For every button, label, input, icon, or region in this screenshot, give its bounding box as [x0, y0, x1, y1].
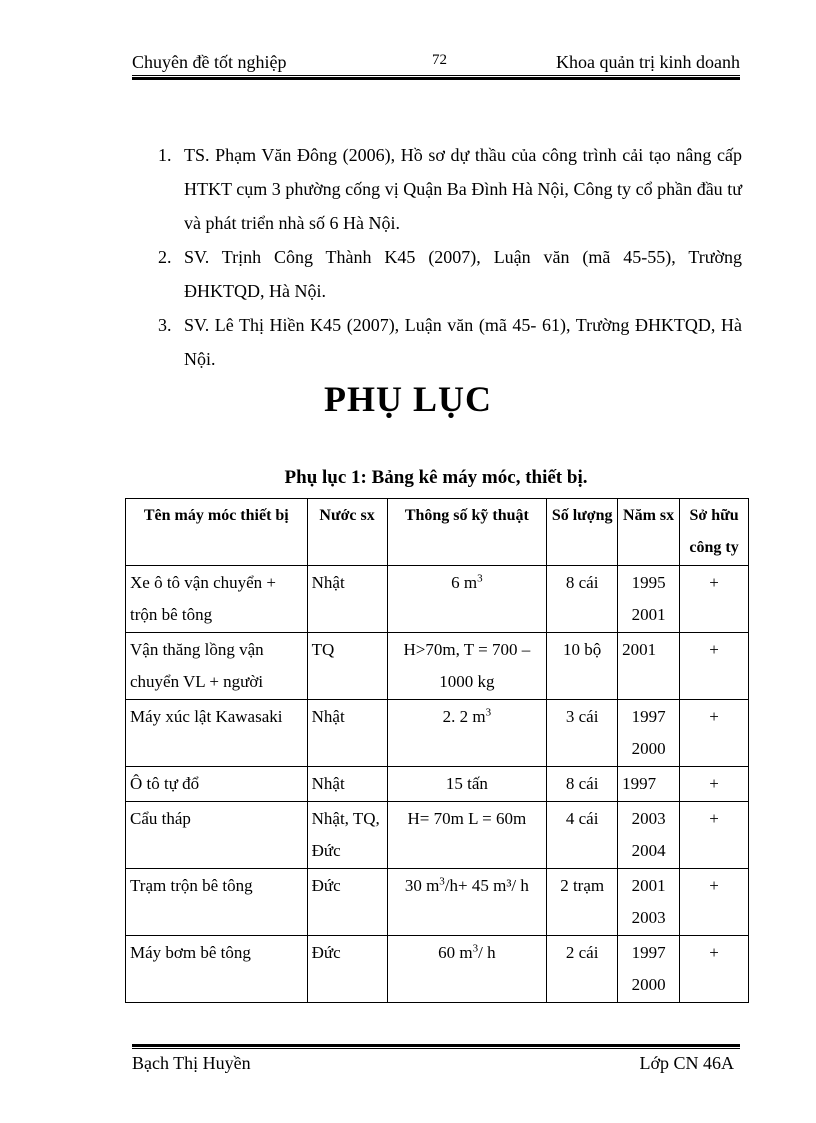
cell-qty: 10 bộ — [547, 633, 618, 700]
cell-spec: 2. 2 $m^3$ — [387, 700, 547, 767]
cell-year: 1995 2001 — [618, 566, 680, 633]
reference-number: 1. — [158, 145, 172, 165]
cell-year: 2001 2003 — [618, 869, 680, 936]
cell-spec: 15 tấn — [387, 767, 547, 802]
cell-qty: 2 cái — [547, 936, 618, 1003]
cell-owned: + — [680, 566, 749, 633]
cell-name: Máy xúc lật Kawasaki — [126, 700, 308, 767]
cell-year: 2003 2004 — [618, 802, 680, 869]
header-country: Nước sx — [307, 499, 387, 566]
table-row — [126, 633, 749, 700]
reference-text: SV. Trịnh Công Thành K45 (2007), Luận văn (mã 45-55), Trường ĐHKTQD, Hà Nội. — [184, 247, 742, 301]
header-qty: Số lượng — [547, 499, 618, 566]
footer-class: Lớp CN 46A — [639, 1053, 734, 1073]
cell-qty: 2 trạm — [547, 869, 618, 936]
cell-qty: 8 cái — [547, 566, 618, 633]
cell-country: Đức — [307, 869, 387, 936]
table-row — [126, 869, 749, 936]
cell-spec: H= 70m L = 60m — [387, 802, 547, 869]
cell-owned: + — [680, 767, 749, 802]
cell-qty: 8 cái — [547, 767, 618, 802]
cell-spec: 60 $m^3/$ h — [387, 936, 547, 1003]
cell-country: Nhật — [307, 767, 387, 802]
cell-owned: + — [680, 802, 749, 869]
reference-number: 2. — [158, 247, 172, 267]
table-row — [126, 566, 749, 633]
cell-name: Xe ô tô vận chuyển + trộn bê tông — [126, 566, 308, 633]
reference-item — [146, 138, 742, 240]
equipment-table — [125, 498, 749, 1003]
cell-name: Vận thăng lồng vận chuyển VL + người — [126, 633, 308, 700]
cell-qty: 3 cái — [547, 700, 618, 767]
cell-country: Nhật, TQ, Đức — [307, 802, 387, 869]
page-header — [132, 50, 740, 78]
cell-country: Đức — [307, 936, 387, 1003]
page-footer — [132, 1044, 740, 1074]
cell-country: Nhật — [307, 700, 387, 767]
cell-spec: 6 $m^3$ — [387, 566, 547, 633]
footer-rule — [132, 1044, 740, 1049]
cell-name: Cẩu tháp — [126, 802, 308, 869]
reference-list — [146, 138, 742, 376]
header-rule — [132, 75, 740, 80]
table-row — [126, 936, 749, 1003]
cell-name: Ô tô tự đổ — [126, 767, 308, 802]
table-caption: Phụ lục 1: Bảng kê máy móc, thiết bị. — [284, 467, 588, 488]
header-owned: Sở hữu công ty — [680, 499, 749, 566]
cell-year: 1997 2000 — [618, 936, 680, 1003]
cell-name: Trạm trộn bê tông — [126, 869, 308, 936]
table-header-row — [126, 499, 749, 566]
cell-qty: 4 cái — [547, 802, 618, 869]
header-name: Tên máy móc thiết bị — [126, 499, 308, 566]
reference-number: 3. — [158, 315, 172, 335]
reference-item — [146, 308, 742, 376]
cell-name: Máy bơm bê tông — [126, 936, 308, 1003]
cell-spec: 30 $m^3/h+ 45$ m³/ h — [387, 869, 547, 936]
page-number: 72 — [432, 52, 447, 68]
reference-text: TS. Phạm Văn Đông (2006), Hồ sơ dự thầu của công trình cải tạo nâng cấp HTKT cụm 3 phường cống vị Quận Ba Đình Hà Nội, Công ty cổ phần đầu tư và phát triển nhà số 6 Hà Nội. — [184, 145, 742, 233]
cell-year: 1997 — [618, 767, 680, 802]
cell-country: Nhật — [307, 566, 387, 633]
table-row — [126, 767, 749, 802]
cell-spec: H>70m, T = 700 – 1000 kg — [387, 633, 547, 700]
cell-owned: + — [680, 936, 749, 1003]
header-spec: Thông số kỹ thuật — [387, 499, 547, 566]
section-title: PHỤ LỤC — [324, 379, 492, 419]
cell-year: 2001 — [618, 633, 680, 700]
reference-text: SV. Lê Thị Hiền K45 (2007), Luận văn (mã 45- 61), Trường ĐHKTQD, Hà Nội. — [184, 315, 742, 369]
table-row — [126, 802, 749, 869]
cell-owned: + — [680, 700, 749, 767]
cell-country: TQ — [307, 633, 387, 700]
cell-owned: + — [680, 869, 749, 936]
cell-year: 1997 2000 — [618, 700, 680, 767]
footer-author: Bạch Thị Huyền — [132, 1053, 251, 1073]
header-right-text: Khoa quản trị kinh doanh — [556, 52, 740, 72]
reference-item — [146, 240, 742, 308]
cell-owned: + — [680, 633, 749, 700]
header-year: Năm sx — [618, 499, 680, 566]
table-row — [126, 700, 749, 767]
header-left-text: Chuyên đề tốt nghiệp — [132, 52, 287, 72]
